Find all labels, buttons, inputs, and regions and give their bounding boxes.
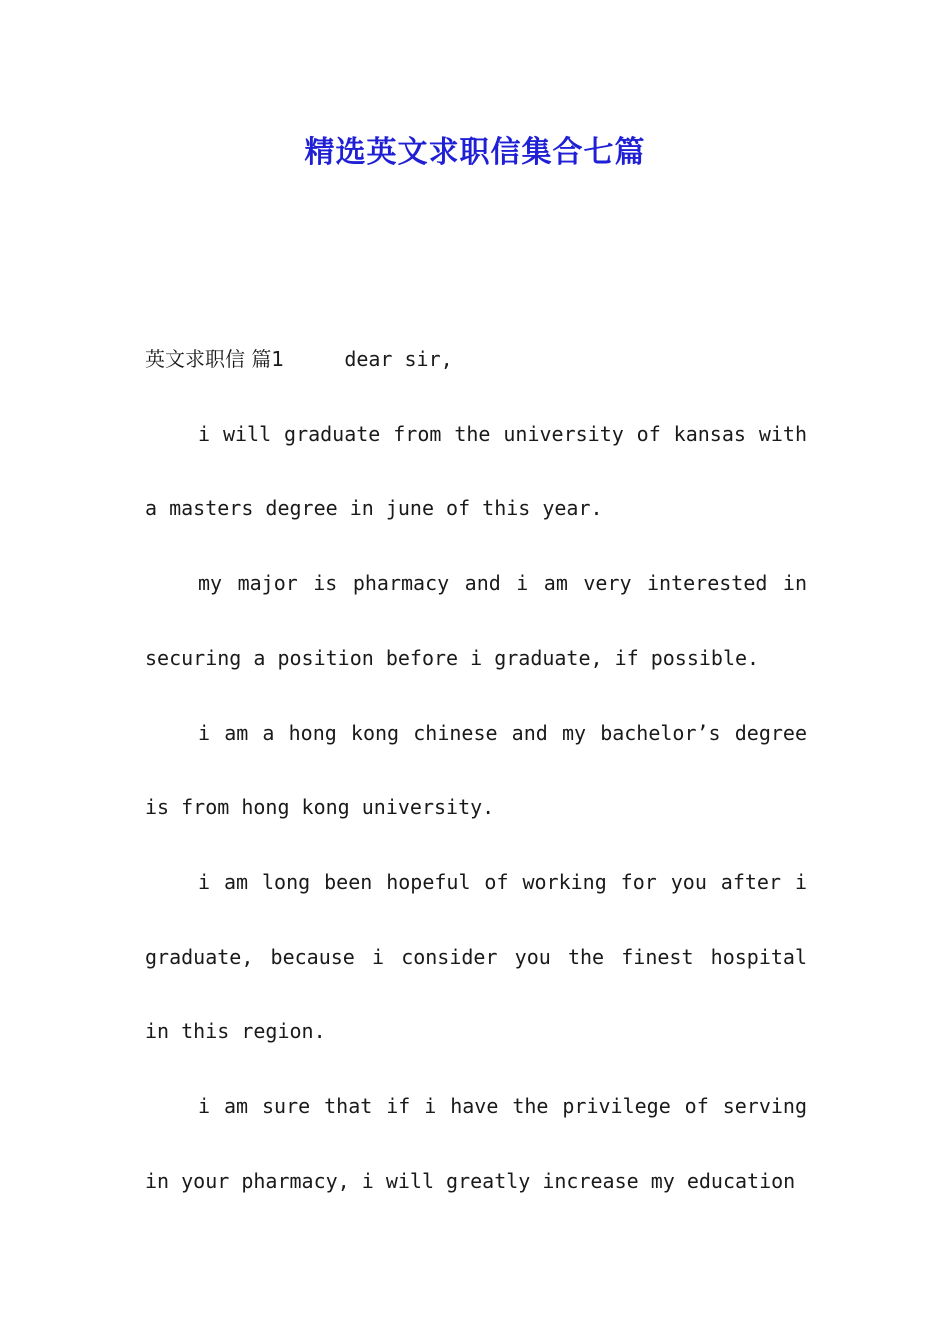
salutation: dear sir, xyxy=(344,347,453,371)
paragraph-5: i am sure that if i have the privilege of serving in your pharmacy, i will greatly increase my education xyxy=(145,1094,807,1193)
section-label: 英文求职信 篇1 xyxy=(145,347,285,371)
paragraph-4: i am long been hopeful of working for you after i graduate, because i consider you the finest hospital in this region. xyxy=(145,869,807,1044)
document-body xyxy=(145,322,807,1218)
section-heading xyxy=(145,322,807,397)
document-title: 精选英文求职信集合七篇 xyxy=(304,135,646,170)
paragraph-2: my major is pharmacy and i am very interested in securing a position before i graduate, if possible. xyxy=(145,571,807,670)
paragraph-3: i am a hong kong chinese and my bachelor’s degree is from hong kong university. xyxy=(145,720,807,820)
paragraph-1: i will graduate from the university of kansas with a masters degree in june of this year. xyxy=(145,421,807,521)
